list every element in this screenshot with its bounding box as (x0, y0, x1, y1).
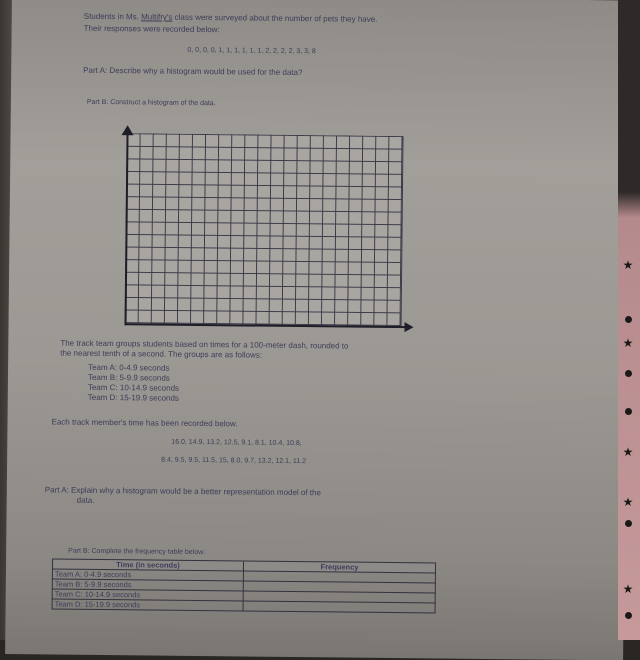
star-icon: ★ (622, 336, 634, 350)
polka-dot (625, 612, 632, 619)
times-intro: Each track member's time has been recorded below. (51, 417, 238, 429)
polka-dot (625, 408, 632, 415)
problem1-intro-line2: Their responses were recorded below: (83, 23, 220, 35)
star-icon: ★ (622, 445, 634, 459)
star-icon: ★ (622, 582, 634, 596)
problem2-part-a-line1: Part A: Explain why a histogram would be a better representation model of the (44, 485, 321, 498)
problem2-part-b: Part B: Complete the frequency table below: (68, 547, 206, 557)
time-column-header: Time (in seconds) (52, 559, 243, 571)
frequency-column-header: Frequency (243, 561, 435, 573)
problem2-intro-line2: the nearest tenth of a second. The groups are as follows: (60, 348, 263, 360)
worksheet-page (5, 0, 630, 660)
problem1-part-b: Part B: Construct a histogram of the data. (86, 98, 216, 108)
times-line2: 8.4, 9.5, 9.5, 11.5, 15, 8.0, 9.7, 13.2, 12.1, 11.2 (161, 456, 307, 466)
team-d-frequency-cell[interactable] (243, 601, 435, 613)
team-d-cell: Team D: 15-19.9 seconds (52, 599, 243, 611)
team-a-cell: Team A: 0-4.9 seconds (52, 569, 243, 581)
y-axis-arrow-icon (122, 125, 134, 135)
problem1-intro-line1: Students in Ms. Multifry's class were surveyed about the number of pets they have. (83, 11, 378, 24)
binder-divider-strip (618, 0, 640, 640)
polka-dot (625, 370, 632, 377)
team-c-cell: Team C: 10-14.9 seconds (52, 589, 243, 601)
team-d-range: Team D: 15-19.9 seconds (87, 392, 179, 403)
pet-data-values: 0, 0, 0, 0, 1, 1, 1, 1, 1, 1, 2, 2, 2, 2, 3, 3, 8 (187, 46, 316, 56)
polka-dot (625, 520, 632, 527)
histogram-grid[interactable] (125, 133, 404, 327)
team-b-range: Team B: 5-9.9 seconds (87, 372, 170, 383)
x-axis-arrow-icon (404, 322, 413, 332)
star-icon: ★ (622, 258, 634, 272)
problem2-intro-line1: The track team groups students based on times for a 100-meter dash, rounded to (60, 338, 349, 351)
team-b-cell: Team B: 5-9.9 seconds (52, 579, 243, 591)
polka-dot (625, 316, 632, 323)
team-c-range: Team C: 10-14.9 seconds (87, 382, 180, 393)
problem2-part-a-line2: data. (76, 495, 95, 505)
frequency-table (52, 558, 437, 613)
team-a-range: Team A: 0-4.9 seconds (88, 362, 170, 373)
problem1-part-a: Part A: Describe why a histogram would be used for the data? (83, 65, 303, 78)
times-line1: 16.0, 14.9, 13.2, 12.5, 9.1, 8.1, 10.4, 10.8, (171, 438, 302, 448)
star-icon: ★ (622, 495, 634, 509)
teacher-name: Multifry's (141, 12, 173, 22)
